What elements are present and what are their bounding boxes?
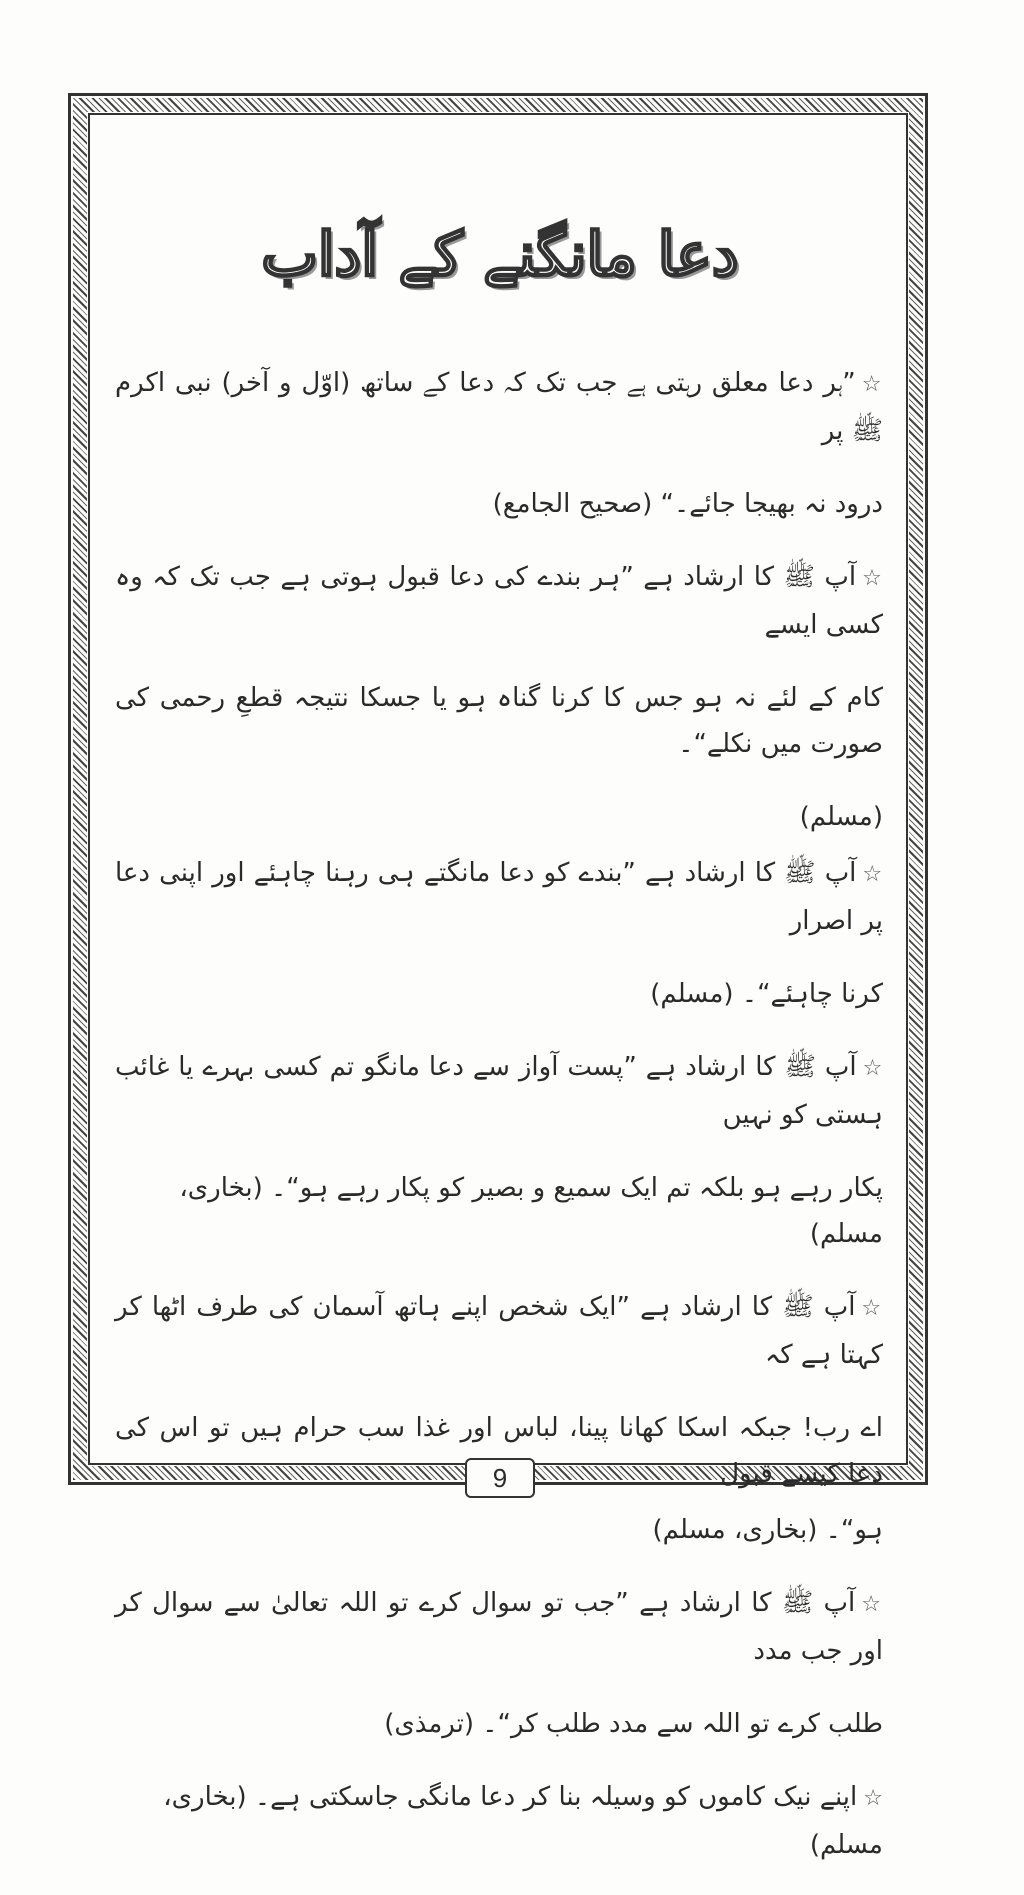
line-text: ”ہر دعا معلق رہتی ہے جب تک کہ دعا کے ساتھ (اوّل و آخر) نبی اکرم ﷺ پر: [115, 368, 883, 446]
star-bullet-icon: ☆: [862, 566, 883, 591]
text-line: [115, 1044, 883, 1138]
star-bullet-icon: ☆: [861, 1592, 883, 1617]
line-text: اپنے نیک کاموں کو وسیلہ بنا کر دعا مانگی جاسکتی ہے۔ (بخاری، مسلم): [163, 1782, 883, 1860]
text-line: [115, 1774, 883, 1868]
text-line: (مسلم): [799, 802, 883, 832]
text-line: طلب کرے تو اللہ سے مدد طلب کر“۔ (ترمذی): [384, 1709, 883, 1739]
body-text: [115, 360, 883, 1895]
text-line: [115, 360, 883, 454]
page-number: 9: [465, 1458, 535, 1498]
line-text: آپ ﷺ کا ارشاد ہے ”ہر بندے کی دعا قبول ہوتی ہے جب تک کہ وہ کسی ایسے: [115, 562, 883, 640]
star-bullet-icon: ☆: [862, 1056, 883, 1081]
star-bullet-icon: ☆: [862, 862, 883, 887]
page-title: دعا مانگنے کے آداب: [261, 220, 739, 290]
text-line: [115, 1284, 883, 1378]
text-line: کرنا چاہئے“۔ (مسلم): [650, 979, 883, 1009]
text-line: پکار رہے ہو بلکہ تم ایک سمیع و بصیر کو پکار رہے ہو“۔ (بخاری، مسلم): [179, 1173, 883, 1249]
line-text: آپ ﷺ کا ارشاد ہے ”بندے کو دعا مانگتے ہی رہنا چاہئے اور اپنی دعا پر اصرار: [115, 858, 883, 936]
line-text: آپ ﷺ کا ارشاد ہے ”ایک شخص اپنے ہاتھ آسمان کی طرف اٹھا کر کہتا ہے کہ: [115, 1292, 883, 1370]
text-line: ہو“۔ (بخاری، مسلم): [652, 1515, 883, 1545]
star-bullet-icon: ☆: [861, 1296, 883, 1321]
star-bullet-icon: ☆: [863, 1786, 883, 1811]
text-line: درود نہ بھیجا جائے۔“ (صحیح الجامع): [492, 489, 883, 519]
text-line: کام کے لئے نہ ہو جس کا کرنا گناہ ہو یا جسکا نتیجہ قطعِ رحمی کی صورت میں نکلے“۔: [115, 683, 883, 759]
text-line: [115, 554, 883, 648]
text-line: اے رب! جبکہ اسکا کھانا پینا، لباس اور غذا سب حرام ہیں تو اس کی دعا کیسے قبول: [115, 1413, 883, 1489]
line-text: آپ ﷺ کا ارشاد ہے ”پست آواز سے دعا مانگو تم کسی بہرے یا غائب ہستی کو نہیں: [115, 1052, 883, 1130]
text-line: [115, 850, 883, 944]
text-line: [115, 1580, 883, 1674]
line-text: آپ ﷺ کا ارشاد ہے ”جب تو سوال کرے تو اللہ تعالیٰ سے سوال کر اور جب مدد: [115, 1588, 883, 1666]
star-bullet-icon: ☆: [861, 372, 883, 397]
